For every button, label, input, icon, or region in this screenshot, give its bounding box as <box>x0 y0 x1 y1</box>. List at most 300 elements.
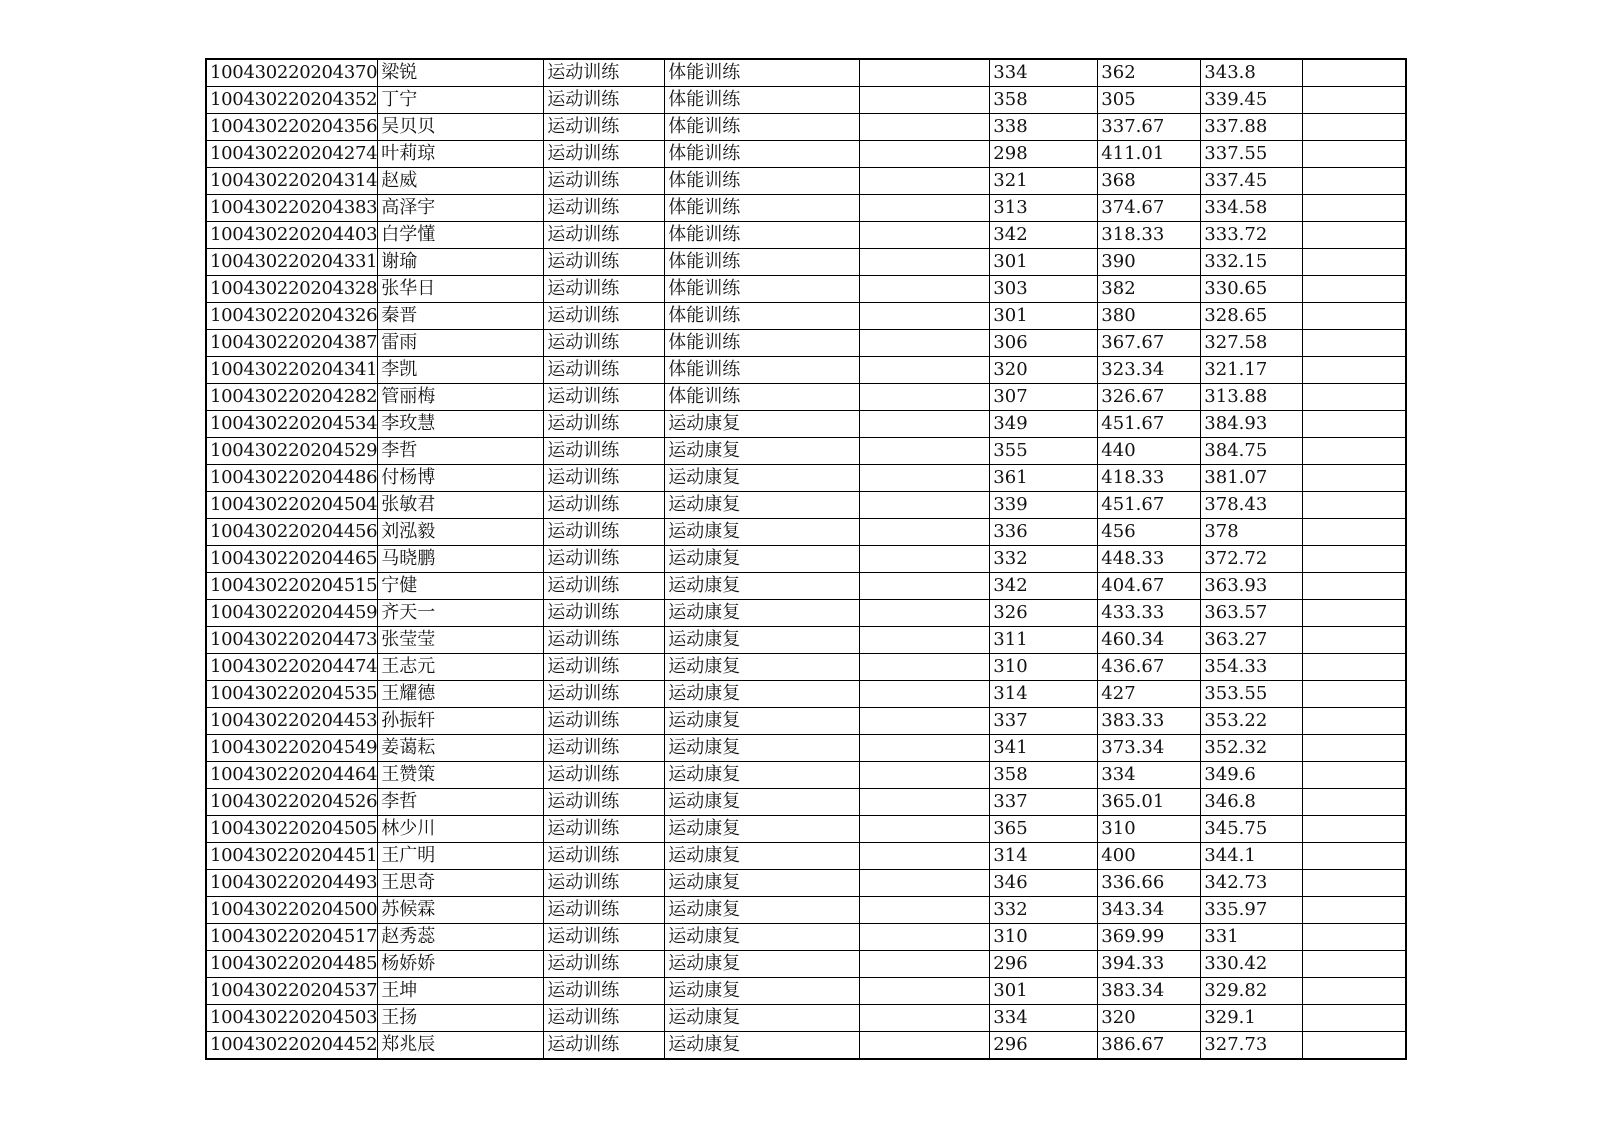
cell-blank <box>860 951 990 978</box>
cell-major: 运动训练 <box>544 951 665 978</box>
cell-major: 运动训练 <box>544 762 665 789</box>
cell-direction: 体能训练 <box>665 384 860 411</box>
cell-name: 管丽梅 <box>378 384 544 411</box>
cell-score-initial: 358 <box>990 87 1098 114</box>
cell-score-total: 381.07 <box>1201 465 1303 492</box>
cell-candidate-id: 100430220204503 <box>206 1005 378 1032</box>
cell-remark <box>1303 249 1406 276</box>
cell-blank <box>860 708 990 735</box>
table-row <box>206 114 1406 141</box>
cell-score-initial: 296 <box>990 1032 1098 1060</box>
cell-score-initial: 332 <box>990 546 1098 573</box>
cell-blank <box>860 465 990 492</box>
cell-score-initial: 334 <box>990 1005 1098 1032</box>
cell-candidate-id: 100430220204282 <box>206 384 378 411</box>
cell-name: 王赞策 <box>378 762 544 789</box>
cell-name: 王志元 <box>378 654 544 681</box>
cell-major: 运动训练 <box>544 546 665 573</box>
cell-remark <box>1303 978 1406 1005</box>
cell-score-initial: 334 <box>990 59 1098 87</box>
cell-remark <box>1303 897 1406 924</box>
cell-name: 苏候霖 <box>378 897 544 924</box>
cell-major: 运动训练 <box>544 168 665 195</box>
cell-candidate-id: 100430220204474 <box>206 654 378 681</box>
cell-candidate-id: 100430220204473 <box>206 627 378 654</box>
cell-score-total: 384.93 <box>1201 411 1303 438</box>
cell-candidate-id: 100430220204535 <box>206 681 378 708</box>
cell-name: 张华日 <box>378 276 544 303</box>
cell-direction: 运动康复 <box>665 762 860 789</box>
cell-major: 运动训练 <box>544 303 665 330</box>
table-row <box>206 438 1406 465</box>
cell-remark <box>1303 141 1406 168</box>
cell-score-initial: 336 <box>990 519 1098 546</box>
cell-direction: 运动康复 <box>665 438 860 465</box>
cell-name: 林少川 <box>378 816 544 843</box>
cell-score-retest: 436.67 <box>1098 654 1201 681</box>
cell-major: 运动训练 <box>544 249 665 276</box>
cell-direction: 运动康复 <box>665 519 860 546</box>
cell-name: 丁宁 <box>378 87 544 114</box>
cell-score-retest: 326.67 <box>1098 384 1201 411</box>
cell-score-initial: 298 <box>990 141 1098 168</box>
cell-name: 赵秀蕊 <box>378 924 544 951</box>
cell-score-initial: 320 <box>990 357 1098 384</box>
cell-direction: 运动康复 <box>665 816 860 843</box>
cell-score-initial: 349 <box>990 411 1098 438</box>
cell-blank <box>860 600 990 627</box>
cell-direction: 运动康复 <box>665 951 860 978</box>
cell-score-retest: 318.33 <box>1098 222 1201 249</box>
cell-blank <box>860 276 990 303</box>
cell-direction: 体能训练 <box>665 222 860 249</box>
cell-name: 秦晋 <box>378 303 544 330</box>
cell-direction: 运动康复 <box>665 546 860 573</box>
cell-remark <box>1303 195 1406 222</box>
cell-score-total: 363.93 <box>1201 573 1303 600</box>
cell-candidate-id: 100430220204485 <box>206 951 378 978</box>
cell-candidate-id: 100430220204534 <box>206 411 378 438</box>
cell-score-total: 337.45 <box>1201 168 1303 195</box>
cell-name: 王扬 <box>378 1005 544 1032</box>
cell-score-total: 327.58 <box>1201 330 1303 357</box>
cell-name: 李哲 <box>378 789 544 816</box>
cell-score-initial: 321 <box>990 168 1098 195</box>
cell-name: 梁锐 <box>378 59 544 87</box>
cell-score-total: 384.75 <box>1201 438 1303 465</box>
cell-blank <box>860 978 990 1005</box>
cell-score-initial: 326 <box>990 600 1098 627</box>
cell-score-retest: 382 <box>1098 276 1201 303</box>
cell-candidate-id: 100430220204314 <box>206 168 378 195</box>
cell-direction: 体能训练 <box>665 357 860 384</box>
cell-remark <box>1303 276 1406 303</box>
cell-major: 运动训练 <box>544 627 665 654</box>
cell-candidate-id: 100430220204451 <box>206 843 378 870</box>
cell-score-initial: 342 <box>990 222 1098 249</box>
table-row <box>206 87 1406 114</box>
cell-score-initial: 365 <box>990 816 1098 843</box>
cell-direction: 运动康复 <box>665 870 860 897</box>
cell-direction: 体能训练 <box>665 195 860 222</box>
cell-blank <box>860 303 990 330</box>
cell-score-retest: 362 <box>1098 59 1201 87</box>
cell-major: 运动训练 <box>544 357 665 384</box>
cell-candidate-id: 100430220204328 <box>206 276 378 303</box>
cell-direction: 运动康复 <box>665 843 860 870</box>
cell-direction: 运动康复 <box>665 681 860 708</box>
cell-major: 运动训练 <box>544 843 665 870</box>
cell-blank <box>860 546 990 573</box>
table-row <box>206 519 1406 546</box>
cell-name: 李玫慧 <box>378 411 544 438</box>
cell-major: 运动训练 <box>544 600 665 627</box>
cell-name: 刘泓毅 <box>378 519 544 546</box>
cell-candidate-id: 100430220204370 <box>206 59 378 87</box>
cell-remark <box>1303 411 1406 438</box>
table-row <box>206 870 1406 897</box>
cell-candidate-id: 100430220204331 <box>206 249 378 276</box>
cell-score-initial: 337 <box>990 708 1098 735</box>
cell-direction: 运动康复 <box>665 1032 860 1060</box>
cell-blank <box>860 249 990 276</box>
cell-candidate-id: 100430220204403 <box>206 222 378 249</box>
cell-score-retest: 460.34 <box>1098 627 1201 654</box>
cell-name: 叶莉琼 <box>378 141 544 168</box>
cell-score-total: 337.88 <box>1201 114 1303 141</box>
cell-name: 李哲 <box>378 438 544 465</box>
cell-major: 运动训练 <box>544 681 665 708</box>
cell-score-initial: 296 <box>990 951 1098 978</box>
cell-candidate-id: 100430220204274 <box>206 141 378 168</box>
cell-direction: 运动康复 <box>665 789 860 816</box>
table-row <box>206 762 1406 789</box>
cell-blank <box>860 384 990 411</box>
cell-score-total: 363.57 <box>1201 600 1303 627</box>
cell-score-total: 329.1 <box>1201 1005 1303 1032</box>
table-row <box>206 276 1406 303</box>
cell-major: 运动训练 <box>544 411 665 438</box>
cell-blank <box>860 114 990 141</box>
cell-major: 运动训练 <box>544 1005 665 1032</box>
cell-score-total: 352.32 <box>1201 735 1303 762</box>
cell-candidate-id: 100430220204537 <box>206 978 378 1005</box>
cell-score-retest: 373.34 <box>1098 735 1201 762</box>
cell-remark <box>1303 627 1406 654</box>
cell-candidate-id: 100430220204504 <box>206 492 378 519</box>
cell-score-total: 328.65 <box>1201 303 1303 330</box>
table-row <box>206 303 1406 330</box>
table-row <box>206 249 1406 276</box>
cell-score-total: 346.8 <box>1201 789 1303 816</box>
cell-score-initial: 338 <box>990 114 1098 141</box>
cell-score-total: 343.8 <box>1201 59 1303 87</box>
cell-candidate-id: 100430220204493 <box>206 870 378 897</box>
cell-score-initial: 303 <box>990 276 1098 303</box>
cell-name: 白学懂 <box>378 222 544 249</box>
cell-major: 运动训练 <box>544 276 665 303</box>
cell-remark <box>1303 870 1406 897</box>
cell-name: 王思奇 <box>378 870 544 897</box>
cell-major: 运动训练 <box>544 114 665 141</box>
cell-blank <box>860 870 990 897</box>
cell-score-total: 378.43 <box>1201 492 1303 519</box>
cell-candidate-id: 100430220204500 <box>206 897 378 924</box>
cell-score-retest: 451.67 <box>1098 411 1201 438</box>
table-row <box>206 924 1406 951</box>
table-row <box>206 384 1406 411</box>
cell-remark <box>1303 789 1406 816</box>
cell-score-total: 334.58 <box>1201 195 1303 222</box>
cell-blank <box>860 573 990 600</box>
cell-score-total: 329.82 <box>1201 978 1303 1005</box>
cell-score-retest: 451.67 <box>1098 492 1201 519</box>
cell-name: 马晓鹏 <box>378 546 544 573</box>
cell-remark <box>1303 681 1406 708</box>
cell-blank <box>860 87 990 114</box>
cell-direction: 体能训练 <box>665 168 860 195</box>
cell-direction: 运动康复 <box>665 627 860 654</box>
cell-direction: 运动康复 <box>665 924 860 951</box>
cell-score-initial: 310 <box>990 654 1098 681</box>
cell-score-total: 372.72 <box>1201 546 1303 573</box>
cell-score-initial: 332 <box>990 897 1098 924</box>
cell-score-initial: 358 <box>990 762 1098 789</box>
cell-remark <box>1303 816 1406 843</box>
cell-direction: 体能训练 <box>665 87 860 114</box>
table-row <box>206 330 1406 357</box>
table-row <box>206 59 1406 87</box>
table-row <box>206 654 1406 681</box>
table-row <box>206 411 1406 438</box>
cell-major: 运动训练 <box>544 978 665 1005</box>
cell-score-retest: 334 <box>1098 762 1201 789</box>
cell-score-retest: 404.67 <box>1098 573 1201 600</box>
cell-name: 王广明 <box>378 843 544 870</box>
cell-score-total: 342.73 <box>1201 870 1303 897</box>
cell-major: 运动训练 <box>544 816 665 843</box>
cell-score-initial: 342 <box>990 573 1098 600</box>
cell-score-initial: 313 <box>990 195 1098 222</box>
cell-score-retest: 427 <box>1098 681 1201 708</box>
table-row <box>206 708 1406 735</box>
cell-score-retest: 305 <box>1098 87 1201 114</box>
cell-score-retest: 440 <box>1098 438 1201 465</box>
cell-direction: 运动康复 <box>665 492 860 519</box>
cell-name: 李凯 <box>378 357 544 384</box>
cell-score-initial: 301 <box>990 978 1098 1005</box>
cell-name: 吴贝贝 <box>378 114 544 141</box>
cell-score-initial: 314 <box>990 681 1098 708</box>
cell-major: 运动训练 <box>544 438 665 465</box>
cell-major: 运动训练 <box>544 573 665 600</box>
cell-blank <box>860 438 990 465</box>
cell-score-retest: 386.67 <box>1098 1032 1201 1060</box>
cell-score-initial: 307 <box>990 384 1098 411</box>
cell-direction: 运动康复 <box>665 465 860 492</box>
cell-score-total: 344.1 <box>1201 843 1303 870</box>
cell-score-total: 339.45 <box>1201 87 1303 114</box>
cell-major: 运动训练 <box>544 222 665 249</box>
cell-candidate-id: 100430220204464 <box>206 762 378 789</box>
cell-major: 运动训练 <box>544 465 665 492</box>
cell-direction: 运动康复 <box>665 654 860 681</box>
cell-name: 杨娇娇 <box>378 951 544 978</box>
cell-score-retest: 433.33 <box>1098 600 1201 627</box>
cell-score-total: 354.33 <box>1201 654 1303 681</box>
cell-direction: 运动康复 <box>665 1005 860 1032</box>
cell-score-total: 332.15 <box>1201 249 1303 276</box>
cell-direction: 运动康复 <box>665 411 860 438</box>
score-table <box>205 58 1407 1060</box>
cell-major: 运动训练 <box>544 789 665 816</box>
cell-blank <box>860 411 990 438</box>
cell-score-initial: 355 <box>990 438 1098 465</box>
table-row <box>206 1005 1406 1032</box>
cell-blank <box>860 59 990 87</box>
table-row <box>206 951 1406 978</box>
cell-remark <box>1303 1005 1406 1032</box>
table-row <box>206 465 1406 492</box>
cell-score-total: 337.55 <box>1201 141 1303 168</box>
cell-score-total: 327.73 <box>1201 1032 1303 1060</box>
cell-remark <box>1303 357 1406 384</box>
cell-name: 宁健 <box>378 573 544 600</box>
cell-blank <box>860 789 990 816</box>
cell-score-retest: 365.01 <box>1098 789 1201 816</box>
cell-score-initial: 361 <box>990 465 1098 492</box>
cell-direction: 体能训练 <box>665 59 860 87</box>
cell-score-retest: 418.33 <box>1098 465 1201 492</box>
cell-blank <box>860 762 990 789</box>
table-row <box>206 141 1406 168</box>
cell-major: 运动训练 <box>544 870 665 897</box>
cell-major: 运动训练 <box>544 897 665 924</box>
cell-blank <box>860 141 990 168</box>
table-row <box>206 573 1406 600</box>
table-row <box>206 627 1406 654</box>
cell-remark <box>1303 708 1406 735</box>
cell-major: 运动训练 <box>544 924 665 951</box>
cell-major: 运动训练 <box>544 654 665 681</box>
cell-blank <box>860 519 990 546</box>
cell-blank <box>860 1005 990 1032</box>
cell-remark <box>1303 762 1406 789</box>
cell-name: 王坤 <box>378 978 544 1005</box>
cell-score-total: 335.97 <box>1201 897 1303 924</box>
cell-name: 雷雨 <box>378 330 544 357</box>
cell-score-total: 321.17 <box>1201 357 1303 384</box>
cell-name: 付杨博 <box>378 465 544 492</box>
cell-score-retest: 310 <box>1098 816 1201 843</box>
cell-blank <box>860 816 990 843</box>
cell-score-initial: 314 <box>990 843 1098 870</box>
score-table-body <box>206 59 1406 1059</box>
cell-direction: 运动康复 <box>665 708 860 735</box>
cell-remark <box>1303 465 1406 492</box>
cell-score-retest: 369.99 <box>1098 924 1201 951</box>
table-row <box>206 357 1406 384</box>
cell-candidate-id: 100430220204326 <box>206 303 378 330</box>
cell-score-initial: 306 <box>990 330 1098 357</box>
table-row <box>206 1032 1406 1060</box>
cell-direction: 体能训练 <box>665 330 860 357</box>
cell-major: 运动训练 <box>544 492 665 519</box>
cell-remark <box>1303 87 1406 114</box>
cell-name: 张敏君 <box>378 492 544 519</box>
cell-candidate-id: 100430220204452 <box>206 1032 378 1060</box>
cell-remark <box>1303 519 1406 546</box>
cell-score-initial: 346 <box>990 870 1098 897</box>
cell-remark <box>1303 600 1406 627</box>
cell-remark <box>1303 924 1406 951</box>
cell-score-retest: 336.66 <box>1098 870 1201 897</box>
cell-candidate-id: 100430220204465 <box>206 546 378 573</box>
cell-name: 王耀德 <box>378 681 544 708</box>
cell-candidate-id: 100430220204515 <box>206 573 378 600</box>
cell-remark <box>1303 1032 1406 1060</box>
cell-blank <box>860 924 990 951</box>
cell-score-retest: 390 <box>1098 249 1201 276</box>
cell-major: 运动训练 <box>544 87 665 114</box>
cell-score-retest: 367.67 <box>1098 330 1201 357</box>
cell-score-total: 349.6 <box>1201 762 1303 789</box>
cell-remark <box>1303 384 1406 411</box>
table-row <box>206 681 1406 708</box>
cell-remark <box>1303 222 1406 249</box>
table-row <box>206 789 1406 816</box>
cell-blank <box>860 492 990 519</box>
cell-candidate-id: 100430220204526 <box>206 789 378 816</box>
table-row <box>206 195 1406 222</box>
table-row <box>206 897 1406 924</box>
cell-direction: 体能训练 <box>665 249 860 276</box>
cell-score-retest: 456 <box>1098 519 1201 546</box>
cell-direction: 运动康复 <box>665 600 860 627</box>
cell-major: 运动训练 <box>544 141 665 168</box>
cell-name: 谢瑜 <box>378 249 544 276</box>
cell-name: 郑兆辰 <box>378 1032 544 1060</box>
cell-remark <box>1303 168 1406 195</box>
cell-remark <box>1303 492 1406 519</box>
table-row <box>206 600 1406 627</box>
table-row <box>206 168 1406 195</box>
cell-remark <box>1303 303 1406 330</box>
cell-score-total: 313.88 <box>1201 384 1303 411</box>
table-row <box>206 222 1406 249</box>
cell-name: 孙振轩 <box>378 708 544 735</box>
cell-name: 张莹莹 <box>378 627 544 654</box>
cell-candidate-id: 100430220204383 <box>206 195 378 222</box>
cell-major: 运动训练 <box>544 330 665 357</box>
cell-candidate-id: 100430220204529 <box>206 438 378 465</box>
cell-score-retest: 383.34 <box>1098 978 1201 1005</box>
cell-score-retest: 320 <box>1098 1005 1201 1032</box>
cell-score-retest: 337.67 <box>1098 114 1201 141</box>
cell-candidate-id: 100430220204453 <box>206 708 378 735</box>
cell-score-initial: 341 <box>990 735 1098 762</box>
table-row <box>206 492 1406 519</box>
cell-remark <box>1303 843 1406 870</box>
cell-blank <box>860 681 990 708</box>
cell-remark <box>1303 330 1406 357</box>
cell-score-retest: 448.33 <box>1098 546 1201 573</box>
cell-score-retest: 383.33 <box>1098 708 1201 735</box>
table-row <box>206 843 1406 870</box>
cell-score-total: 331 <box>1201 924 1303 951</box>
cell-remark <box>1303 114 1406 141</box>
cell-name: 齐天一 <box>378 600 544 627</box>
